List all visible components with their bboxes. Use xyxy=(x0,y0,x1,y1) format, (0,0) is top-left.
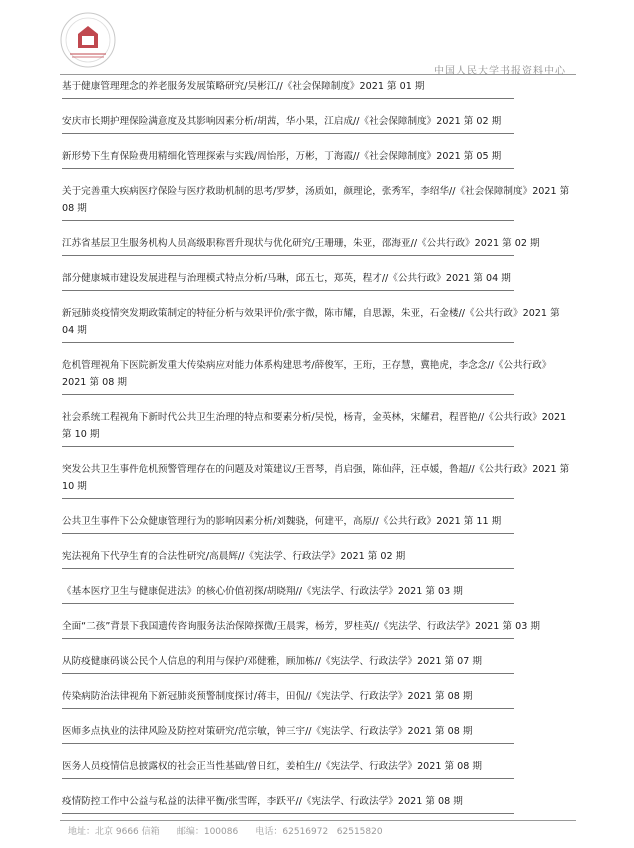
bibliography-entry xyxy=(62,758,574,793)
bibliography-entry xyxy=(62,653,574,688)
bibliography-entry xyxy=(62,548,574,583)
entry-text: 公共卫生事件下公众健康管理行为的影响因素分析/刘魏骁，何建平，高原//《公共行政》2021 第 11 期 xyxy=(62,516,502,527)
zip-label: 邮编： xyxy=(176,827,204,837)
entry-separator xyxy=(62,168,514,169)
phone-label: 电话： xyxy=(255,827,283,837)
entry-separator xyxy=(62,220,514,221)
entry-text: 新冠肺炎疫情突发期政策制定的特征分析与效果评价/张宇微，陈市耀，自思源，朱亚，石金楼//《公共行政》2021 第 04 期 xyxy=(62,308,560,336)
entry-separator xyxy=(62,778,514,779)
entry-text: 新形势下生育保险费用精细化管理探索与实践/周怡彤，万彬，丁海霞//《社会保障制度》2021 第 05 期 xyxy=(62,151,502,162)
entry-separator xyxy=(62,290,514,291)
entry-separator xyxy=(62,673,514,674)
bibliography-entry xyxy=(62,618,574,653)
entry-text: 社会系统工程视角下新时代公共卫生治理的特点和要素分析/吴悦，杨青，金英林，宋耀君，程晋艳//《公共行政》2021 第 10 期 xyxy=(62,412,567,440)
bibliography-entry xyxy=(62,583,574,618)
entry-separator xyxy=(62,133,514,134)
entry-separator xyxy=(62,568,514,569)
entry-separator xyxy=(62,342,514,343)
entry-text: 全面“二孩”背景下我国遗传咨询服务法治保障探微/王晨霁，杨芳，罗桂英//《宪法学、行政法学》2021 第 03 期 xyxy=(62,621,540,632)
bibliography-entry xyxy=(62,113,574,148)
bibliography-entry xyxy=(62,235,574,270)
entry-separator xyxy=(62,98,514,99)
entry-separator xyxy=(62,394,514,395)
entry-separator xyxy=(62,638,514,639)
entry-text: 基于健康管理理念的养老服务发展策略研究/吴彬江//《社会保障制度》2021 第 01 期 xyxy=(62,81,425,92)
bibliography-entry xyxy=(62,513,574,548)
entry-text: 从防疫健康码谈公民个人信息的利用与保护/邓健雅，顾加栋//《宪法学、行政法学》2021 第 07 期 xyxy=(62,656,483,667)
entry-text: 部分健康城市建设发展进程与治理模式特点分析/马琳，邱五七，郑英，程才//《公共行政》2021 第 04 期 xyxy=(62,273,511,284)
entry-text: 安庆市长期护理保险满意度及其影响因素分析/胡茜，华小果，江启成//《社会保障制度》2021 第 02 期 xyxy=(62,116,502,127)
entry-text: 医务人员疫情信息披露权的社会正当性基础/曾日红，姜柏生//《宪法学、行政法学》2021 第 08 期 xyxy=(62,761,483,772)
footer-divider xyxy=(60,820,576,821)
bibliography-entry xyxy=(62,270,574,305)
phones: 62516972 62515820 xyxy=(282,827,383,837)
bibliography-entry xyxy=(62,78,574,113)
center-logo-icon xyxy=(56,10,120,70)
entry-text: 《基本医疗卫生与健康促进法》的核心价值初探/胡晓翔//《宪法学、行政法学》2021 第 03 期 xyxy=(62,586,463,597)
header-center-name: 中国人民大学书报资料中心 xyxy=(434,66,566,77)
bibliography-entry xyxy=(62,357,574,409)
entry-separator xyxy=(62,446,514,447)
center-logo xyxy=(56,10,120,70)
entry-text: 江苏省基层卫生服务机构人员高级职称晋升现状与优化研究/王珊珊，朱亚，邵海亚//《公共行政》2021 第 02 期 xyxy=(62,238,540,249)
entry-text: 宪法视角下代孕生育的合法性研究/高晨辉//《宪法学、行政法学》2021 第 02 期 xyxy=(62,551,406,562)
bibliography-entry xyxy=(62,461,574,513)
bibliography-entry xyxy=(62,793,574,828)
footer-contact xyxy=(68,824,383,837)
zip: 100086 xyxy=(203,827,239,837)
address: 北京 9666 信箱 xyxy=(95,827,160,837)
entry-separator xyxy=(62,255,514,256)
bibliography-entry xyxy=(62,148,574,183)
entry-separator xyxy=(62,603,514,604)
bibliography-entry xyxy=(62,305,574,357)
address-label: 地址： xyxy=(68,827,96,837)
entry-separator xyxy=(62,708,514,709)
entry-separator xyxy=(62,533,514,534)
entry-text: 疫情防控工作中公益与私益的法律平衡/张雪晖，李跃平//《宪法学、行政法学》2021 第 08 期 xyxy=(62,796,463,807)
bibliography-entry xyxy=(62,723,574,758)
entry-text: 危机管理视角下医院新发重大传染病应对能力体系构建思考/薛俊军，王珩，王存慧，冀艳虎，李念念//《公共行政》2021 第 08 期 xyxy=(62,360,552,388)
entry-text: 关于完善重大疾病医疗保险与医疗救助机制的思考/罗梦，汤质如，颜理论，张秀军，李绍华//《社会保障制度》2021 第 08 期 xyxy=(62,186,570,214)
entry-separator xyxy=(62,813,514,814)
entry-text: 突发公共卫生事件危机预警管理存在的问题及对策建议/王晋琴，肖启强，陈仙萍，汪卓媛，鲁超//《公共行政》2021 第 10 期 xyxy=(62,464,570,492)
bibliography-entry xyxy=(62,183,574,235)
bibliography-entry xyxy=(62,688,574,723)
entry-separator xyxy=(62,743,514,744)
entry-text: 传染病防治法律视角下新冠肺炎预警制度探讨/蒋丰，田侃//《宪法学、行政法学》2021 第 08 期 xyxy=(62,691,473,702)
bibliography-entry xyxy=(62,409,574,461)
entry-text: 医师多点执业的法律风险及防控对策研究/范宗敏，钟三宇//《宪法学、行政法学》2021 第 08 期 xyxy=(62,726,473,737)
header-divider xyxy=(60,74,576,75)
entry-separator xyxy=(62,498,514,499)
bibliography-list xyxy=(62,78,574,828)
